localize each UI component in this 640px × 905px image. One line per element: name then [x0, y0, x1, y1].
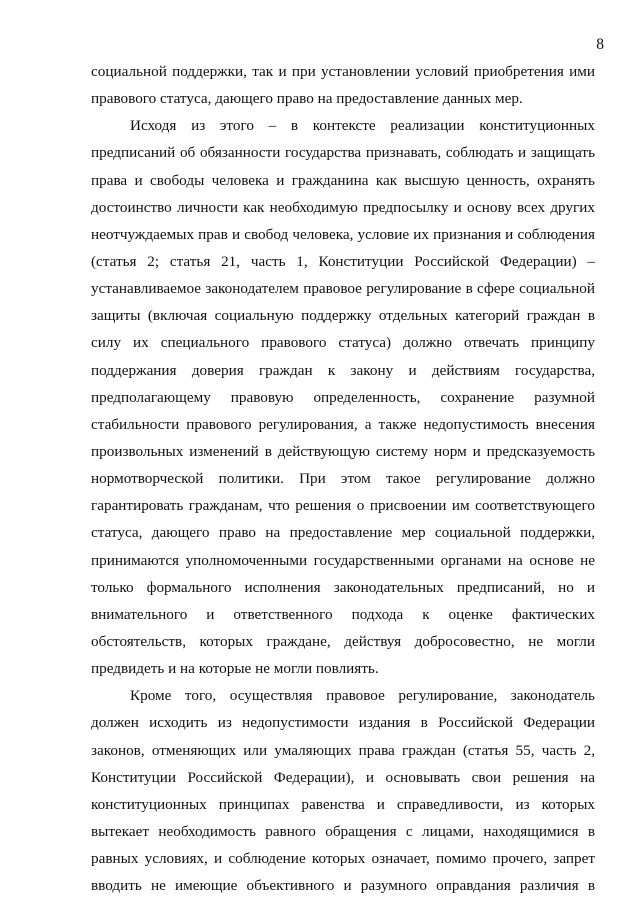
text-line: социальной поддержки, так и при установлении условий приобретения ими	[91, 63, 595, 80]
text-line: стабильности правового регулирования, а также недопустимость внесения	[91, 415, 595, 433]
text-line: (статья 2; статья 21, часть 1, Конституции Российской Федерации) –	[91, 252, 595, 270]
text-line: достоинство личности как необходимую предпосылку и основу всех других	[91, 198, 595, 216]
text-line: произвольных изменений в действующую систему норм и предсказуемость	[91, 442, 595, 460]
text-line: статуса, дающего право на предоставление мер социальной поддержки,	[91, 524, 595, 542]
text-line: гарантировать гражданам, что решения о присвоении им соответствующего	[91, 497, 595, 515]
text-line: предписаний об обязанности государства признавать, соблюдать и защищать	[91, 144, 595, 162]
text-line: нормотворческой политики. При этом такое регулирование должно	[91, 470, 595, 488]
body-text	[91, 58, 595, 899]
text-line: должен исходить из недопустимости издания в Российской Федерации	[91, 714, 595, 732]
page-number: 8	[596, 36, 604, 53]
text-line: поддержания доверия граждан к закону и действиям государства,	[91, 361, 595, 379]
text-line: только формального исполнения законодательных предписаний, но и	[91, 578, 595, 596]
text-line: равных условиях, и соблюдение которых означает, помимо прочего, запрет	[91, 850, 595, 868]
paragraph-first-line: Кроме того, осуществляя правовое регулирование, законодатель	[130, 687, 595, 705]
text-line: предполагающему правовую определенность, сохранение разумной	[91, 388, 595, 406]
text-line: права и свободы человека и гражданина как высшую ценность, охранять	[91, 171, 595, 189]
text-line: конституционных принципах равенства и справедливости, из которых	[91, 795, 595, 813]
text-line: законов, отменяющих или умаляющих права граждан (статья 55, часть 2,	[91, 741, 595, 759]
text-line: вводить не имеющие объективного и разумного оправдания различия в	[91, 877, 595, 895]
text-line: внимательного и ответственного подхода к оценке фактических	[91, 605, 595, 623]
text-line: устанавливаемое законодателем правовое регулирование в сфере социальной	[91, 280, 595, 298]
text-line: обстоятельств, которых граждане, действуя добросовестно, не могли	[91, 632, 595, 650]
text-line: Конституции Российской Федерации), и основывать свои решения на	[91, 768, 595, 786]
text-line: вытекает необходимость равного обращения с лицами, находящимися в	[91, 822, 595, 840]
text-line: предвидеть и на которые не могли повлиять.	[91, 660, 379, 678]
text-line: силу их специального правового статуса) должно отвечать принципу	[91, 334, 595, 352]
text-line: неотчуждаемых прав и свобод человека, условие их признания и соблюдения	[91, 225, 595, 243]
text-line: защиты (включая социальную поддержку отдельных категорий граждан в	[91, 307, 595, 325]
text-line: принимаются уполномоченными государственными органами на основе не	[91, 551, 595, 569]
text-line: правового статуса, дающего право на предоставление данных мер.	[91, 90, 523, 108]
paragraph-first-line: Исходя из этого – в контексте реализации конституционных	[130, 117, 595, 135]
